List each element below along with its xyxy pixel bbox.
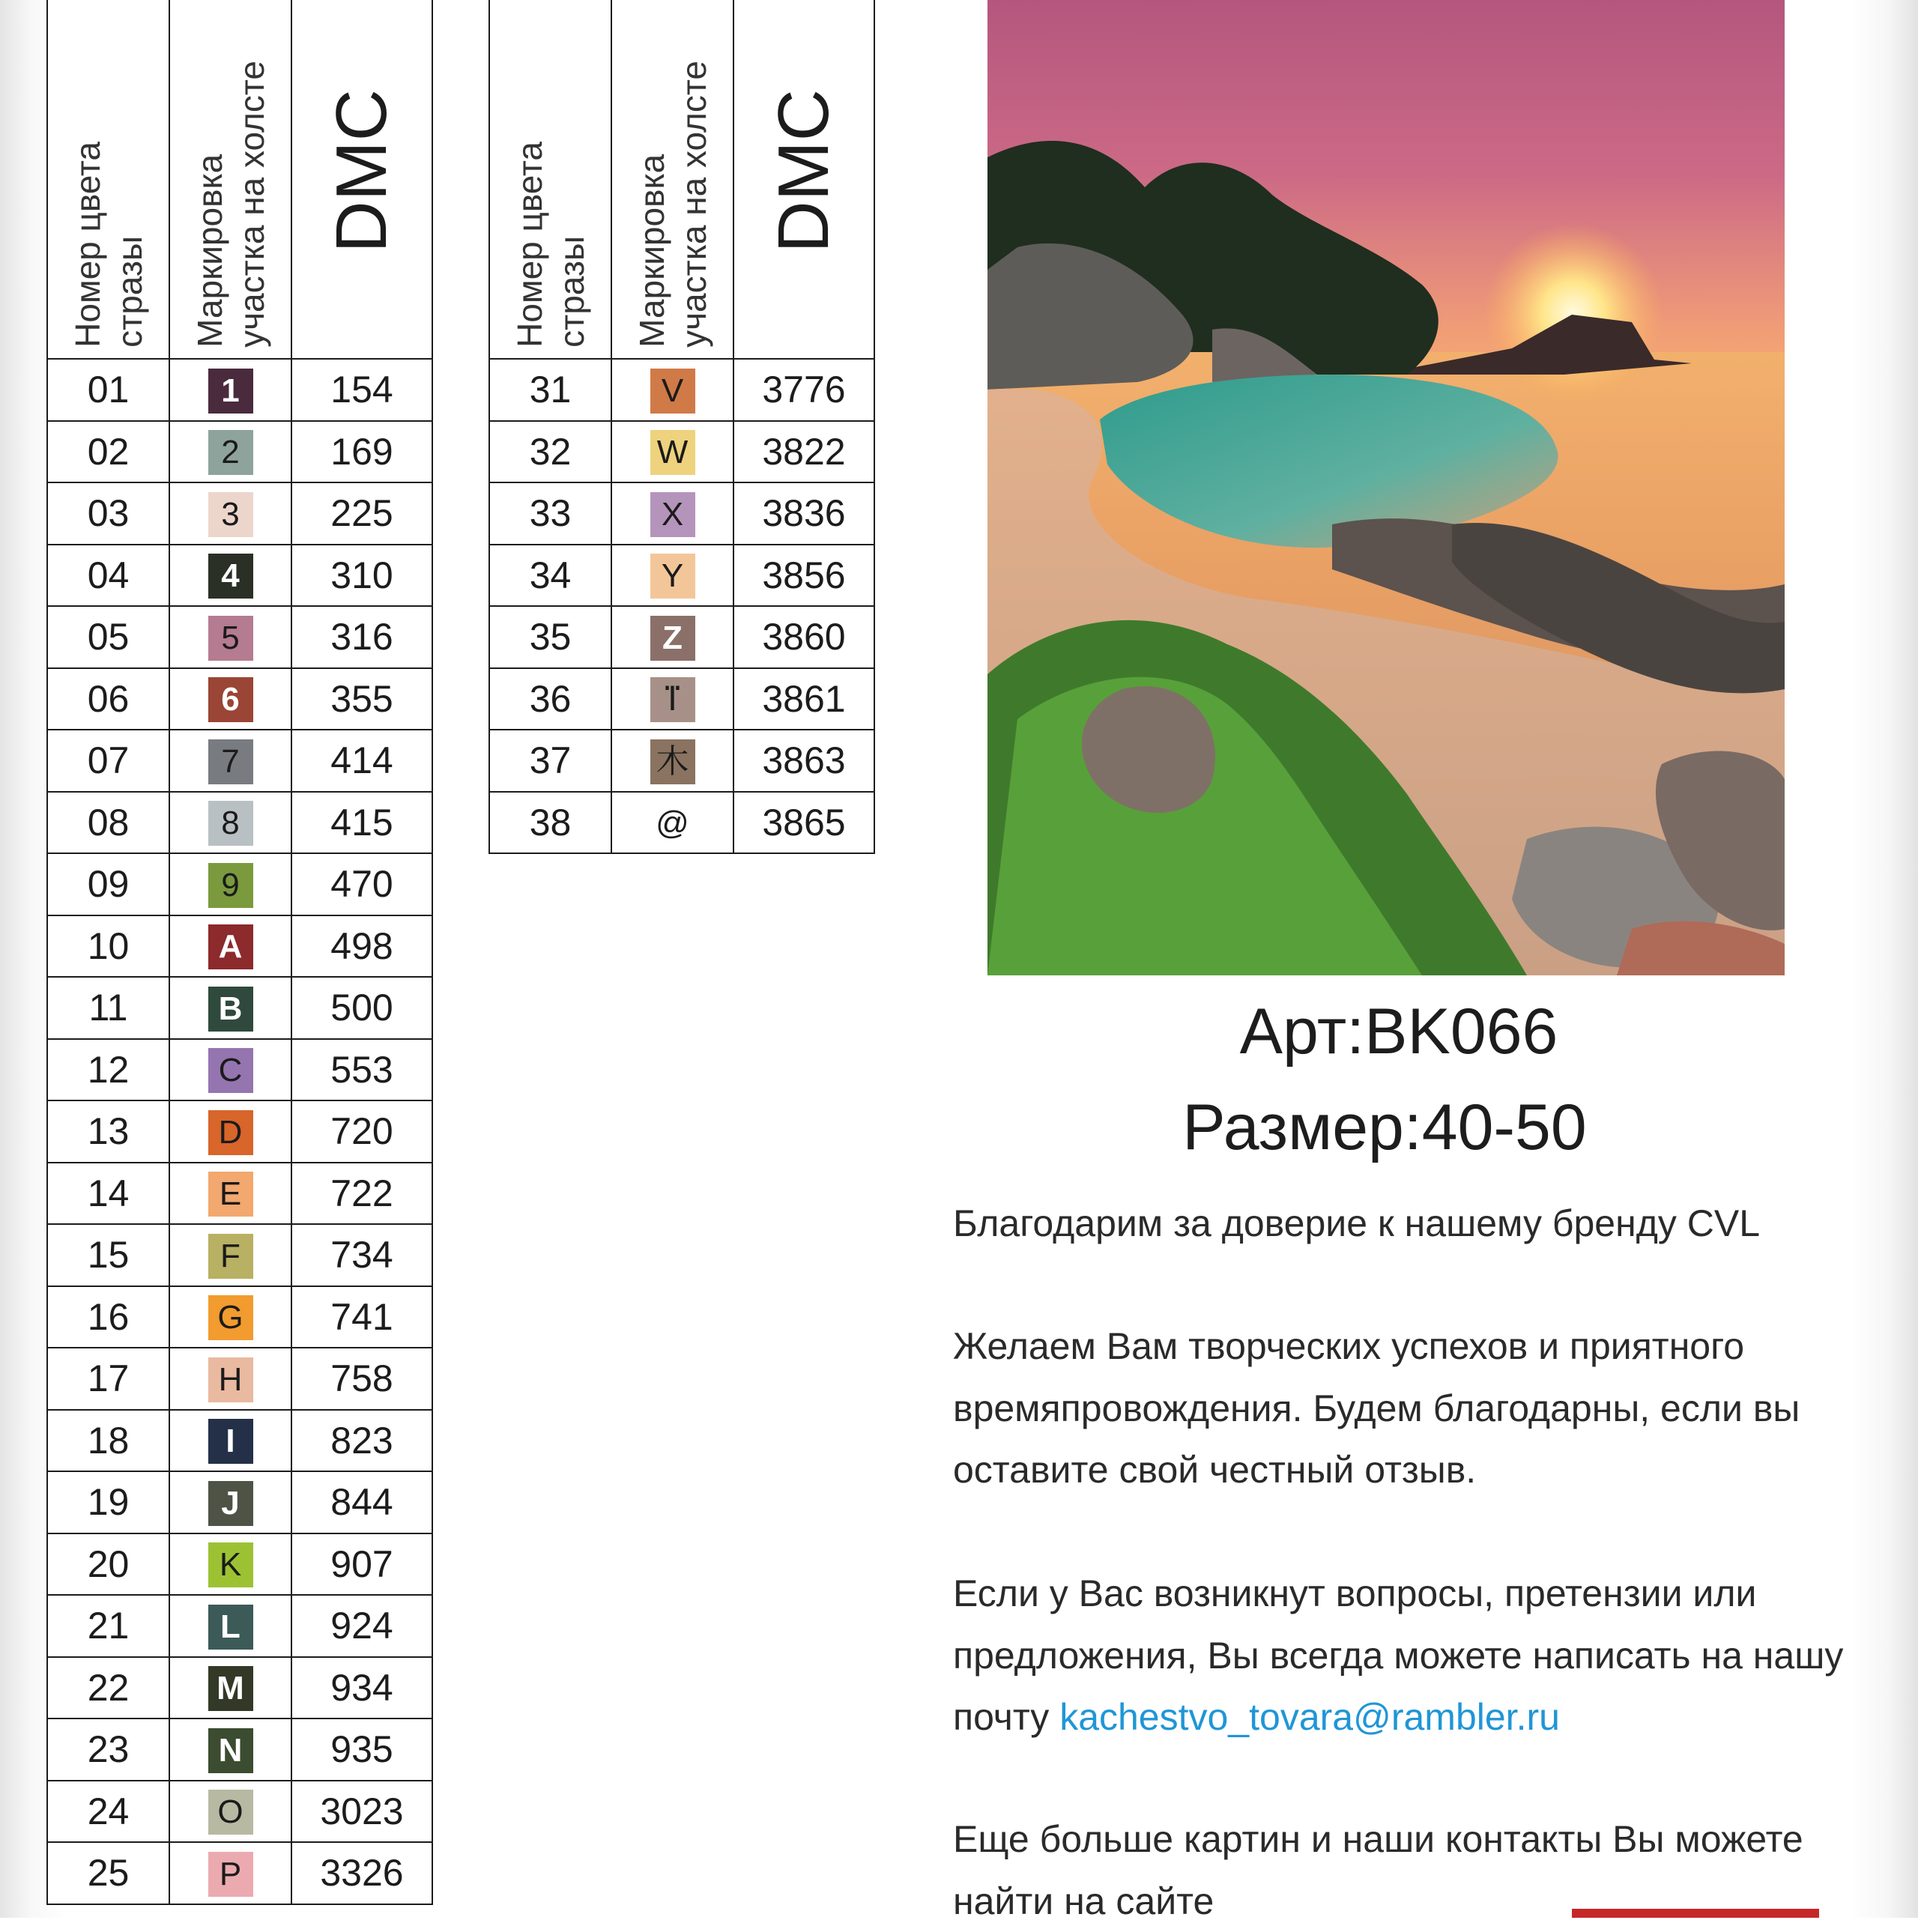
canvas-marking-cell xyxy=(169,915,291,978)
canvas-marking-cell xyxy=(169,1533,291,1596)
color-number-cell: 14 xyxy=(47,1163,169,1225)
canvas-marking-cell xyxy=(169,1348,291,1410)
table-row xyxy=(47,1471,432,1533)
dmc-code-cell: 3836 xyxy=(733,482,874,545)
table-row xyxy=(47,915,432,978)
color-swatch: F xyxy=(208,1234,253,1279)
color-number-cell: 05 xyxy=(47,606,169,668)
dmc-code-cell: 3865 xyxy=(733,792,874,854)
header-color-number: Номер цвета стразы xyxy=(489,0,611,359)
canvas-marking-cell xyxy=(169,977,291,1039)
color-number-cell: 01 xyxy=(47,359,169,421)
color-swatch: 7 xyxy=(208,739,253,784)
canvas-marking-cell xyxy=(169,1410,291,1472)
color-swatch: X xyxy=(650,492,695,537)
color-number-cell: 34 xyxy=(489,545,611,607)
color-number-cell: 38 xyxy=(489,792,611,854)
table-row xyxy=(47,792,432,854)
color-number-cell: 12 xyxy=(47,1039,169,1101)
dmc-code-cell: 3776 xyxy=(733,359,874,421)
canvas-marking-cell xyxy=(611,668,733,730)
color-table-right xyxy=(488,0,875,854)
table-row xyxy=(489,421,874,483)
canvas-marking-cell xyxy=(169,606,291,668)
table-row xyxy=(47,482,432,545)
canvas-marking-cell xyxy=(169,1657,291,1719)
dmc-code-cell: 924 xyxy=(291,1595,432,1657)
table-row xyxy=(47,1163,432,1225)
dmc-code-cell: 734 xyxy=(291,1224,432,1286)
color-swatch: O xyxy=(208,1790,253,1835)
table-row xyxy=(47,977,432,1039)
canvas-marking-cell xyxy=(611,606,733,668)
color-number-cell: 21 xyxy=(47,1595,169,1657)
table-row xyxy=(489,482,874,545)
canvas-marking-cell xyxy=(611,545,733,607)
canvas-marking-cell xyxy=(169,853,291,915)
color-swatch: L xyxy=(208,1605,253,1650)
canvas-marking-cell xyxy=(169,730,291,792)
dmc-code-cell: 500 xyxy=(291,977,432,1039)
color-swatch: ⽊ xyxy=(650,739,695,784)
color-swatch: A xyxy=(208,924,253,969)
website-message: Еще больше картин и наши контакты Вы можете найти на сайте xyxy=(953,1818,1803,1922)
color-swatch: G xyxy=(208,1295,253,1340)
dmc-code-cell: 823 xyxy=(291,1410,432,1472)
article-code: Арт:BK066 xyxy=(1239,996,1558,1068)
color-swatch: I xyxy=(208,1419,253,1464)
color-swatch: H xyxy=(208,1357,253,1402)
color-swatch: 4 xyxy=(208,554,253,599)
color-swatch: K xyxy=(208,1542,253,1587)
canvas-marking-cell xyxy=(169,1595,291,1657)
contact-message xyxy=(953,1563,1897,1748)
color-swatch: E xyxy=(208,1172,253,1217)
dmc-code-cell: 470 xyxy=(291,853,432,915)
table-row xyxy=(47,730,432,792)
dmc-code-cell: 225 xyxy=(291,482,432,545)
table-row xyxy=(47,1595,432,1657)
dmc-code-cell: 720 xyxy=(291,1100,432,1163)
sunset-beach-picture xyxy=(987,0,1785,975)
table-row xyxy=(47,1781,432,1843)
table-row xyxy=(489,359,874,421)
canvas-marking-cell xyxy=(169,1286,291,1348)
canvas-marking-cell xyxy=(169,545,291,607)
color-number-cell: 04 xyxy=(47,545,169,607)
color-swatch: W xyxy=(650,430,695,475)
contact-text: Если у Вас возникнут вопросы, претензии или предложения, Вы всегда можете написать на нашу почту xyxy=(953,1572,1844,1738)
color-table-left xyxy=(46,0,433,1905)
color-swatch: N xyxy=(208,1728,253,1773)
table-row xyxy=(47,1286,432,1348)
color-swatch: P xyxy=(208,1852,253,1897)
color-number-cell: 06 xyxy=(47,668,169,730)
table-row xyxy=(47,1842,432,1904)
canvas-marking-cell xyxy=(169,1471,291,1533)
color-number-cell: 07 xyxy=(47,730,169,792)
table-row xyxy=(489,792,874,854)
color-table-right-body xyxy=(489,359,874,853)
color-swatch: ⴶ xyxy=(650,677,695,722)
color-number-cell: 24 xyxy=(47,1781,169,1843)
canvas-marking-cell xyxy=(169,1718,291,1781)
color-number-cell: 09 xyxy=(47,853,169,915)
color-swatch: C xyxy=(208,1048,253,1093)
dmc-code-cell: 3860 xyxy=(733,606,874,668)
dmc-code-cell: 415 xyxy=(291,792,432,854)
table-row xyxy=(47,1224,432,1286)
table-row xyxy=(47,1100,432,1163)
color-number-cell: 11 xyxy=(47,977,169,1039)
dmc-code-cell: 498 xyxy=(291,915,432,978)
canvas-marking-cell xyxy=(169,1100,291,1163)
color-swatch: D xyxy=(208,1110,253,1155)
color-number-cell: 31 xyxy=(489,359,611,421)
painting-preview-image xyxy=(987,0,1785,975)
color-swatch: V xyxy=(650,369,695,414)
table-row xyxy=(47,359,432,421)
color-number-cell: 36 xyxy=(489,668,611,730)
canvas-marking-cell xyxy=(169,421,291,483)
dmc-code-cell: 3326 xyxy=(291,1842,432,1904)
dmc-code-cell: 907 xyxy=(291,1533,432,1596)
dmc-code-cell: 553 xyxy=(291,1039,432,1101)
table-row xyxy=(47,853,432,915)
color-number-cell: 08 xyxy=(47,792,169,854)
dmc-code-cell: 316 xyxy=(291,606,432,668)
canvas-marking-cell xyxy=(169,1163,291,1225)
color-number-cell: 32 xyxy=(489,421,611,483)
color-number-cell: 22 xyxy=(47,1657,169,1719)
color-number-cell: 18 xyxy=(47,1410,169,1472)
dmc-code-cell: 355 xyxy=(291,668,432,730)
canvas-marking-cell xyxy=(169,1224,291,1286)
canvas-marking-cell xyxy=(169,359,291,421)
dmc-code-cell: 414 xyxy=(291,730,432,792)
table-row xyxy=(489,545,874,607)
header-color-number: Номер цвета стразы xyxy=(47,0,169,359)
color-swatch: Y xyxy=(650,554,695,599)
table-row xyxy=(47,545,432,607)
color-swatch: J xyxy=(208,1481,253,1526)
color-number-cell: 15 xyxy=(47,1224,169,1286)
table-row xyxy=(47,1657,432,1719)
color-swatch: 6 xyxy=(208,677,253,722)
color-number-cell: 13 xyxy=(47,1100,169,1163)
table-row xyxy=(489,606,874,668)
dmc-code-cell: 3822 xyxy=(733,421,874,483)
color-number-cell: 23 xyxy=(47,1718,169,1781)
dmc-code-cell: 3861 xyxy=(733,668,874,730)
color-number-cell: 33 xyxy=(489,482,611,545)
dmc-code-cell: 844 xyxy=(291,1471,432,1533)
color-number-cell: 20 xyxy=(47,1533,169,1596)
canvas-marking-cell xyxy=(169,668,291,730)
dmc-code-cell: 3023 xyxy=(291,1781,432,1843)
dmc-code-cell: 722 xyxy=(291,1163,432,1225)
dmc-code-cell: 310 xyxy=(291,545,432,607)
header-canvas-marking: Маркировка участка на холсте xyxy=(611,0,733,359)
color-number-cell: 17 xyxy=(47,1348,169,1410)
dmc-code-cell: 169 xyxy=(291,421,432,483)
canvas-marking-cell xyxy=(611,792,733,854)
color-swatch: 3 xyxy=(208,492,253,537)
canvas-marking-cell xyxy=(169,482,291,545)
table-row xyxy=(47,1410,432,1472)
dmc-code-cell: 935 xyxy=(291,1718,432,1781)
color-number-cell: 19 xyxy=(47,1471,169,1533)
dmc-code-cell: 154 xyxy=(291,359,432,421)
color-number-cell: 37 xyxy=(489,730,611,792)
thanks-message: Благодарим за доверие к нашему бренду CVL xyxy=(953,1202,1761,1244)
table-row xyxy=(47,1039,432,1101)
color-swatch: 9 xyxy=(208,863,253,908)
color-swatch: @ xyxy=(650,801,695,846)
color-swatch: 8 xyxy=(208,801,253,846)
canvas-marking-cell xyxy=(169,1039,291,1101)
color-swatch: 5 xyxy=(208,616,253,661)
support-email-link[interactable]: kachestvo_tovara@rambler.ru xyxy=(1059,1696,1560,1738)
table-row xyxy=(47,1348,432,1410)
dmc-code-cell: 3863 xyxy=(733,730,874,792)
table-row xyxy=(47,1718,432,1781)
table-row xyxy=(489,730,874,792)
canvas-size: Размер:40-50 xyxy=(1182,1091,1587,1163)
header-dmc: DMC xyxy=(733,0,874,359)
dmc-code-cell: 934 xyxy=(291,1657,432,1719)
dmc-code-cell: 3856 xyxy=(733,545,874,607)
brand-logo-strip xyxy=(1572,1909,1819,1918)
canvas-marking-cell xyxy=(169,792,291,854)
canvas-marking-cell xyxy=(611,730,733,792)
color-number-cell: 10 xyxy=(47,915,169,978)
dmc-code-cell: 741 xyxy=(291,1286,432,1348)
color-swatch: B xyxy=(208,987,253,1032)
color-number-cell: 02 xyxy=(47,421,169,483)
table-row xyxy=(489,668,874,730)
canvas-marking-cell xyxy=(611,421,733,483)
color-swatch: 2 xyxy=(208,430,253,475)
wish-message: Желаем Вам творческих успехов и приятного времяпровождения. Будем благодарны, если вы оставите свой честный отзыв. xyxy=(953,1325,1800,1491)
table-row xyxy=(47,1533,432,1596)
color-table-left-body xyxy=(47,359,432,1904)
color-swatch: 1 xyxy=(208,369,253,414)
table-row xyxy=(47,668,432,730)
color-swatch: M xyxy=(208,1666,253,1711)
color-number-cell: 16 xyxy=(47,1286,169,1348)
color-number-cell: 25 xyxy=(47,1842,169,1904)
canvas-marking-cell xyxy=(169,1781,291,1843)
color-swatch: Z xyxy=(650,616,695,661)
table-row xyxy=(47,606,432,668)
header-dmc: DMC xyxy=(291,0,432,359)
color-number-cell: 35 xyxy=(489,606,611,668)
header-canvas-marking: Маркировка участка на холсте xyxy=(169,0,291,359)
canvas-marking-cell xyxy=(611,482,733,545)
color-number-cell: 03 xyxy=(47,482,169,545)
table-row xyxy=(47,421,432,483)
dmc-code-cell: 758 xyxy=(291,1348,432,1410)
canvas-marking-cell xyxy=(169,1842,291,1904)
canvas-marking-cell xyxy=(611,359,733,421)
